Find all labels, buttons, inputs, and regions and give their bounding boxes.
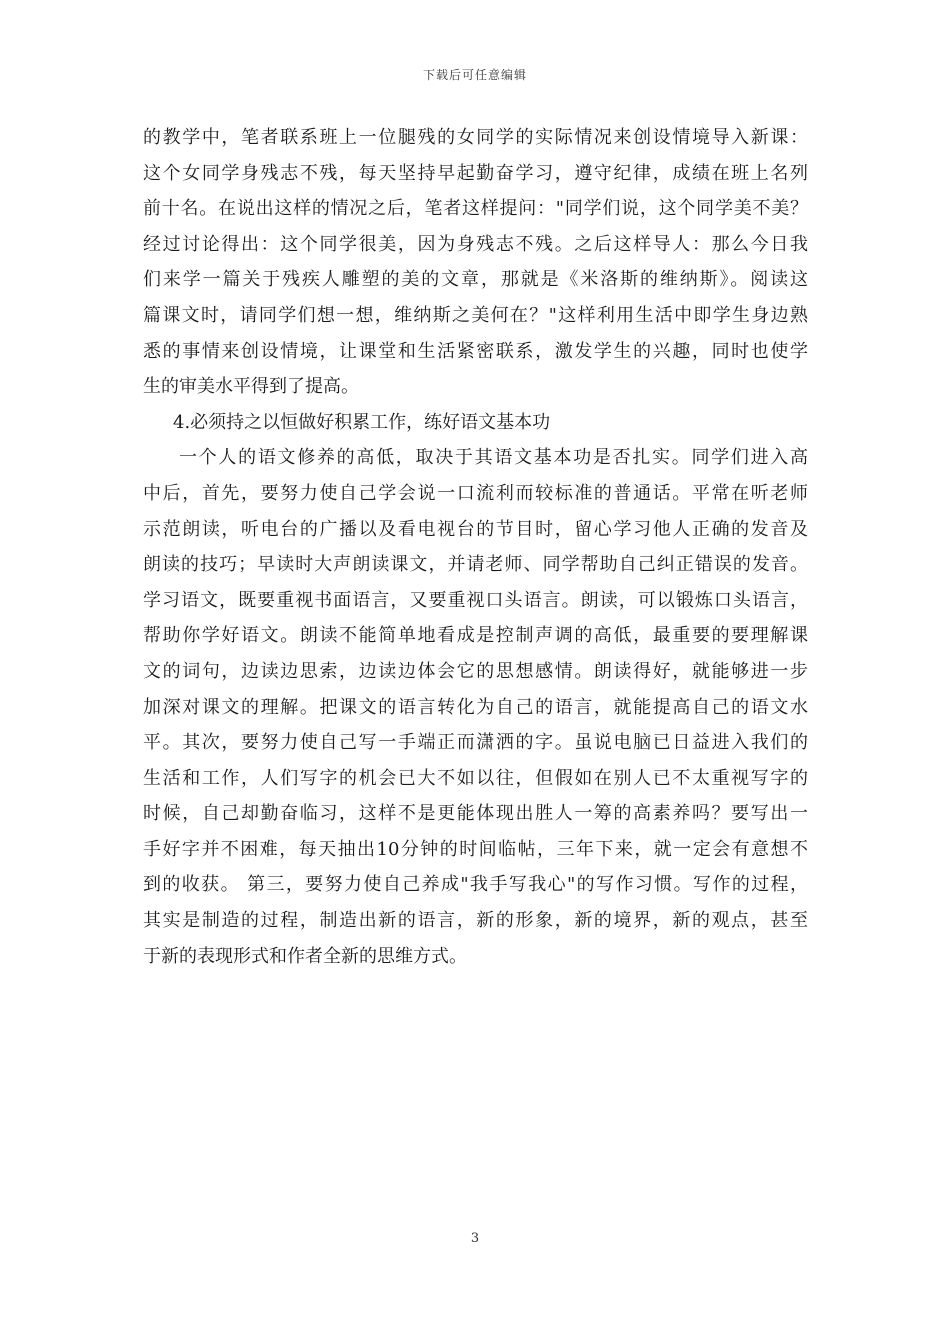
- body-line: 加深对课文的理解。把课文的语言转化为自己的语言，就能提高自己的语文水: [143, 696, 808, 718]
- section-heading: 4.必须持之以恒做好积累工作，练好语文基本功: [173, 411, 551, 433]
- paragraph-first-line: 一个人的语文修养的高低，取决于其语文基本功是否扎实。同学们进入高: [179, 447, 808, 469]
- body-line: 经过讨论得出：这个同学很美，因为身残志不残。之后这样导人：那么今日我: [143, 233, 808, 255]
- body-line: 的教学中，笔者联系班上一位腿残的女同学的实际情况来创设情境导入新课：: [143, 127, 808, 148]
- body-line: 手好字并不困难，每天抽出10分钟的时间临帖，三年下来，就一定会有意想不: [143, 838, 808, 860]
- body-line: 到的收获。 第三，要努力使自己养成"我手写我心"的写作习惯。写作的过程，: [143, 874, 808, 896]
- page-number: 3: [470, 1231, 480, 1246]
- body-line: 们来学一篇关于残疾人雕塑的美的文章，那就是《米洛斯的维纳斯》。阅读这: [143, 269, 808, 291]
- body-line: 示范朗读，听电台的广播以及看电视台的节目时，留心学习他人正确的发音及: [143, 518, 808, 540]
- body-line: 这个女同学身残志不残，每天坚持早起勤奋学习，遵守纪律，成绩在班上名列: [143, 162, 808, 184]
- body-line: 悉的事情来创设情境，让课堂和生活紧密联系，激发学生的兴趣，同时也使学: [143, 340, 808, 362]
- body-line: 中后，首先，要努力使自己学会说一口流利而较标准的普通话。平常在听老师: [143, 482, 808, 504]
- body-line: 生活和工作，人们写字的机会已大不如以往，但假如在别人已不太重视写字的: [143, 767, 808, 789]
- body-line: 学习语文，既要重视书面语言，又要重视口头语言。朗读，可以锻炼口头语言，: [143, 589, 808, 611]
- body-line: 于新的表现形式和作者全新的思维方式。: [143, 945, 467, 967]
- body-line: 前十名。在说出这样的情况之后，笔者这样提问："同学们说，这个同学美不美？: [143, 198, 808, 220]
- body-line: 时候，自己却勤奋临习，这样不是更能体现出胜人一筹的高素养吗？要写出一: [143, 803, 808, 825]
- body-line: 生的审美水平得到了提高。: [143, 376, 359, 398]
- body-line: 其实是制造的过程，制造出新的语言，新的形象，新的境界，新的观点，甚至: [143, 910, 808, 932]
- body-line: 朗读的技巧；早读时大声朗读课文，并请老师、同学帮助自己纠正错误的发音。: [143, 554, 808, 576]
- document-body: [143, 120, 808, 974]
- body-line: 帮助你学好语文。朗读不能简单地看成是控制声调的高低，最重要的要理解课: [143, 625, 808, 647]
- page-header-note: 下载后可任意编辑: [422, 68, 527, 82]
- body-line: 文的词句，边读边思索，边读边体会它的思想感情。朗读得好，就能够进一步: [143, 660, 808, 682]
- body-line: 平。其次，要努力使自己写一手端正而潇洒的字。虽说电脑已日益进入我们的: [143, 732, 808, 754]
- body-line: 篇课文时，请同学们想一想，维纳斯之美何在？"这样利用生活中即学生身边熟: [143, 304, 808, 326]
